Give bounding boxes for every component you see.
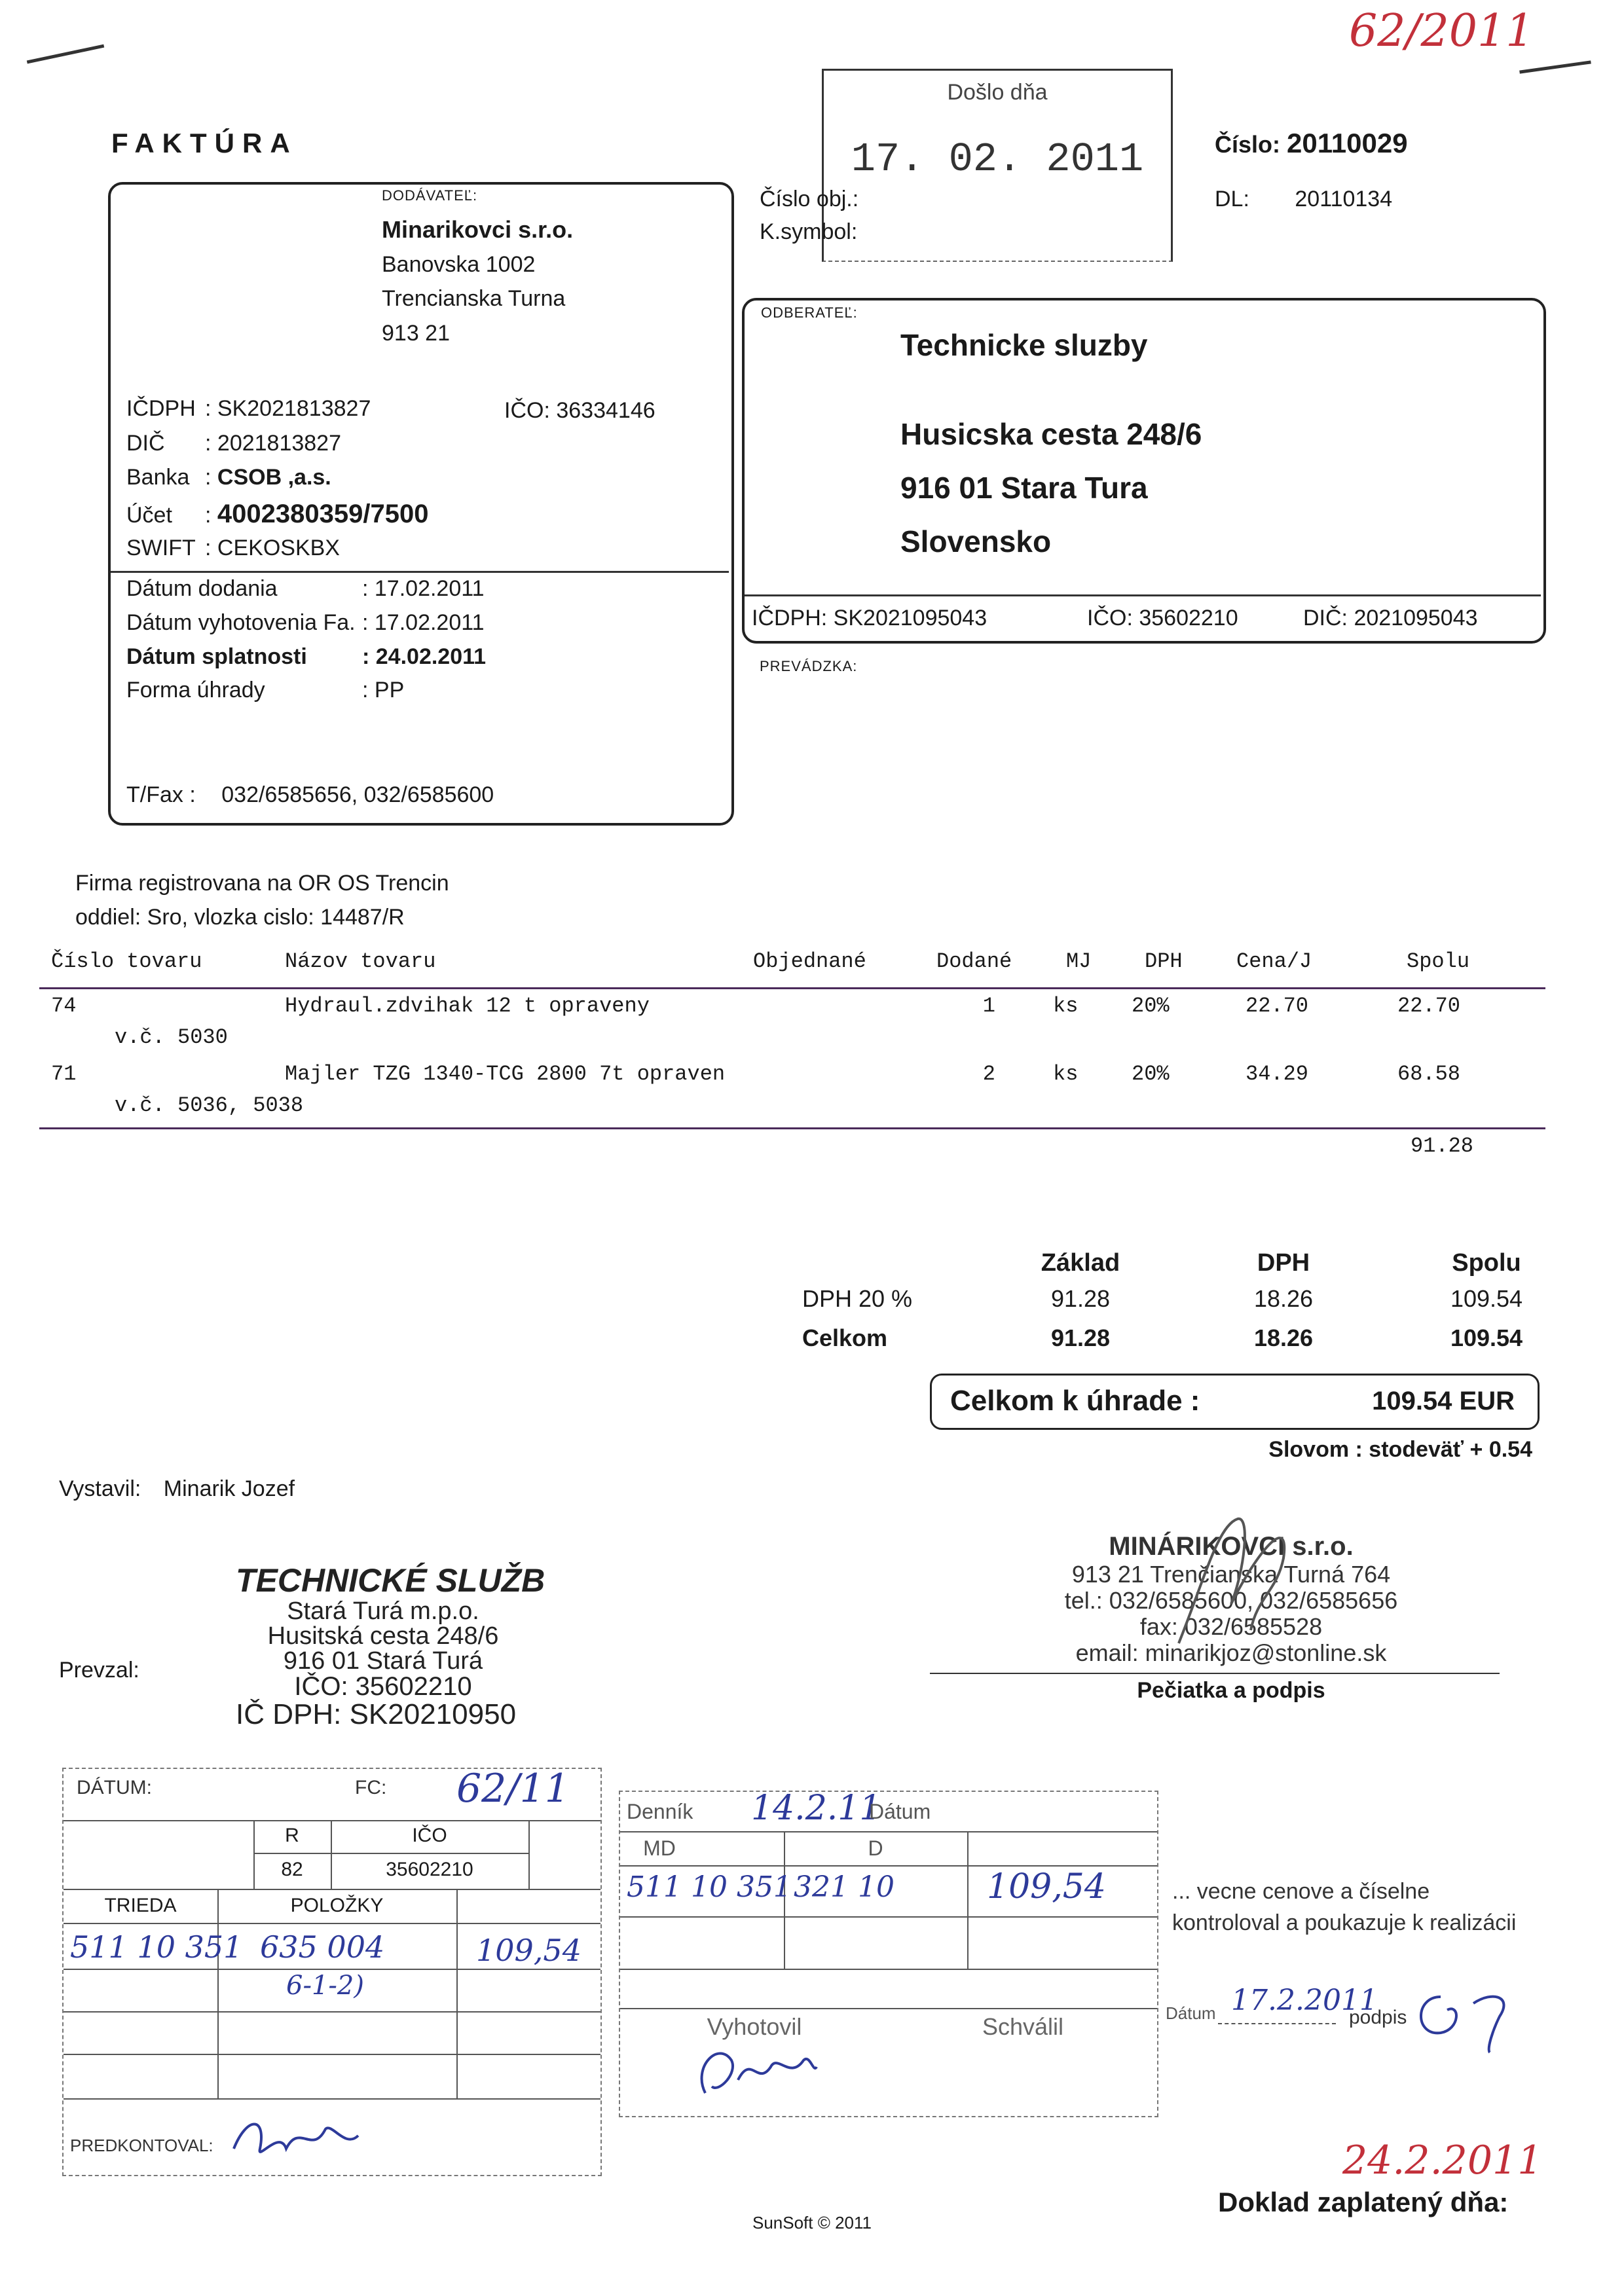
- approval-line2: kontroloval a poukazuje k realizácii: [1172, 1910, 1517, 1935]
- supplier-ico-label: IČO:: [504, 398, 550, 423]
- customer-dic: DIČ: 2021095043: [1303, 606, 1478, 630]
- acct-polozky-label: POLOŽKY: [290, 1895, 384, 1916]
- summary-cell-dph: 18.26: [1253, 1324, 1314, 1351]
- table-cell-price: 22.70: [1245, 994, 1308, 1018]
- journal-datum-label: Dátum: [869, 1800, 931, 1823]
- customer-stamp-line2: Stará Turá m.p.o.: [287, 1597, 479, 1625]
- signature-line: [930, 1673, 1500, 1674]
- acct-trieda-hand: 511 10 351: [70, 1929, 243, 1965]
- date-value: : 17.02.2011: [362, 610, 485, 635]
- journal-md-hand: 511 10 351: [627, 1870, 792, 1904]
- table-header-line: [39, 987, 1545, 989]
- approval-podpis-label: podpis: [1349, 2007, 1407, 2028]
- invoice-number-label: Číslo:: [1215, 131, 1281, 158]
- table-header-cell: Cena/J: [1236, 949, 1312, 974]
- table-header-cell: Číslo tovaru: [51, 949, 202, 974]
- customer-stamp-line3: Husitská cesta 248/6: [267, 1622, 499, 1650]
- page-title: FAKTÚRA: [111, 128, 298, 158]
- acct-sum-hand: 109,54: [476, 1933, 581, 1968]
- approval-datum-line: [1218, 2023, 1336, 2024]
- vyhotovil-signature-icon: [692, 2034, 823, 2106]
- table-cell-qty: 1: [982, 994, 995, 1018]
- table-cell-sub: v.č. 5036, 5038: [115, 1093, 304, 1118]
- registration-line2: oddiel: Sro, vlozka cislo: 14487/R: [75, 905, 405, 930]
- accounting-stamp: [62, 1768, 602, 2176]
- supplier-bank: Banka : CSOB ,a.s.: [126, 465, 331, 490]
- table-cell-mj: ks: [1053, 1062, 1079, 1086]
- supplier-account-label: Účet: [126, 503, 172, 528]
- prevadzka-label: PREVÁDZKA:: [760, 658, 858, 674]
- dl-number: [1215, 187, 1392, 212]
- customer-divider: [745, 594, 1541, 596]
- received-stamp-date: 17. 02. 2011: [851, 136, 1144, 183]
- supplier-bank-value: CSOB ,a.s.: [217, 465, 331, 490]
- customer-icdph: IČDPH: SK2021095043: [752, 606, 987, 630]
- journal-stamp: [619, 1791, 1158, 2117]
- vystavil: [59, 1476, 295, 1502]
- supplier-section-label: DODÁVATEĽ:: [382, 187, 478, 204]
- supplier-name: Minarikovci s.r.o.: [382, 216, 574, 243]
- table-cell-dph: 20%: [1132, 1062, 1170, 1086]
- supplier-dic-label: DIČ: [126, 431, 165, 456]
- supplier-stamp-line4: fax: 032/6585528: [1139, 1613, 1323, 1640]
- amount-in-words: Slovom : stodeväť + 0.54: [1268, 1437, 1532, 1462]
- journal-d-hand: 321 10: [794, 1870, 895, 1904]
- supplier-bank-label: Banka: [126, 465, 190, 490]
- journal-date-hand: 14.2.11: [751, 1789, 881, 1828]
- acct-ico-label: IČO: [412, 1825, 447, 1846]
- acct-r-label: R: [285, 1825, 299, 1846]
- top-left-dash: [27, 45, 104, 64]
- supplier-swift-label: SWIFT: [126, 536, 196, 560]
- acct-r-value: 82: [281, 1859, 303, 1880]
- customer-section-label: ODBERATEĽ:: [761, 304, 858, 321]
- summary-header-cell: Spolu: [1452, 1249, 1521, 1277]
- summary-cell-spolu: 109.54: [1450, 1285, 1523, 1312]
- date-value: : PP: [362, 678, 405, 702]
- tfax-label: T/Fax :: [126, 782, 196, 807]
- customer-street: Husicska cesta 248/6: [900, 417, 1202, 451]
- approval-line1: ... vecne cenove a číselne: [1172, 1879, 1430, 1904]
- journal-dennik-label: Denník: [627, 1800, 693, 1823]
- summary-row-label: DPH 20 %: [802, 1285, 913, 1312]
- customer-stamp-line6: IČ DPH: SK20210950: [236, 1698, 517, 1730]
- acct-predkontoval-label: PREDKONTOVAL:: [70, 2136, 213, 2155]
- supplier-stamp-line2: 913 21 Trenčianska Turná 764: [1071, 1561, 1391, 1588]
- supplier-swift-value: CEKOSKBX: [217, 536, 340, 560]
- table-header-cell: MJ: [1066, 949, 1092, 974]
- summary-cell-zaklad: 91.28: [1050, 1324, 1111, 1351]
- table-header-cell: Dodané: [936, 949, 1012, 974]
- supplier-stamp-line5: email: minarikjoz@stonline.sk: [1075, 1639, 1387, 1666]
- approval-datum-label: Dátum: [1166, 2003, 1216, 2023]
- footer: SunSoft © 2011: [752, 2213, 872, 2232]
- customer-city: 916 01 Stara Tura: [900, 471, 1148, 505]
- top-right-dash: [1519, 60, 1591, 73]
- registration-line1: Firma registrovana na OR OS Trencin: [75, 871, 449, 896]
- table-cell-code: 74: [51, 994, 77, 1018]
- supplier-account: Účet : 4002380359/7500: [126, 500, 429, 528]
- total-value: 109.54 EUR: [1372, 1387, 1515, 1415]
- acct-ico-value: 35602210: [386, 1859, 473, 1880]
- received-stamp: [822, 69, 1173, 262]
- acct-fc-hand: 62/11: [456, 1766, 570, 1812]
- date-label: Dátum dodania: [126, 576, 278, 601]
- supplier-account-value: 4002380359/7500: [217, 500, 429, 528]
- invoice-number: [1215, 128, 1408, 159]
- supplier-icdph: IČDPH : SK2021813827: [126, 396, 371, 421]
- table-bottom-line: [39, 1127, 1545, 1129]
- customer-name: Technicke sluzby: [900, 328, 1148, 362]
- customer-country: Slovensko: [900, 524, 1052, 558]
- customer-ico: IČO: 35602210: [1087, 606, 1238, 630]
- paid-label: Doklad zaplatený dňa:: [1218, 2187, 1509, 2217]
- acct-polozky-hand1: 635 004: [260, 1929, 385, 1965]
- supplier-street: Banovska 1002: [382, 252, 536, 277]
- table-header-cell: DPH: [1145, 949, 1183, 974]
- summary-row-label: Celkom: [802, 1324, 888, 1351]
- supplier-dic: DIČ : 2021813827: [126, 431, 341, 456]
- stamp-caption: Pečiatka a podpis: [1137, 1678, 1325, 1703]
- acct-polozky-hand2: 6-1-2): [286, 1971, 364, 2001]
- supplier-city: Trencianska Turna: [382, 286, 566, 311]
- supplier-divider: [111, 571, 729, 573]
- approval-datum-hand: 17.2.2011: [1231, 1984, 1378, 2017]
- dl-label: DL:: [1215, 187, 1249, 211]
- table-header-cell: Spolu: [1407, 949, 1470, 974]
- date-label: Dátum vyhotovenia Fa.: [126, 610, 356, 635]
- acct-datum-label: DÁTUM:: [77, 1777, 152, 1798]
- date-value: : 17.02.2011: [362, 576, 485, 601]
- supplier-ico-value: 36334146: [556, 398, 655, 423]
- table-cell-mj: ks: [1053, 994, 1079, 1018]
- tfax-value: 032/6585656, 032/6585600: [221, 782, 494, 807]
- paid-hand-date: 24.2.2011: [1342, 2138, 1543, 2183]
- table-cell-code: 71: [51, 1062, 77, 1086]
- summary-cell-dph: 18.26: [1253, 1285, 1314, 1312]
- cislo-obj-label: Číslo obj.:: [760, 187, 859, 211]
- approval-signature-icon: [1408, 1977, 1526, 2056]
- supplier-ico: [504, 398, 655, 424]
- summary-header-cell: Základ: [1041, 1249, 1120, 1277]
- vystavil-value: Minarik Jozef: [163, 1476, 295, 1501]
- table-cell-name: Hydraul.zdvihak 12 t opraveny: [285, 994, 650, 1018]
- supplier-swift: SWIFT : CEKOSKBX: [126, 536, 340, 560]
- table-cell-price: 34.29: [1245, 1062, 1308, 1086]
- date-label: Dátum splatnosti: [126, 644, 307, 669]
- table-header-cell: Objednané: [753, 949, 866, 974]
- tfax: [126, 782, 494, 808]
- acct-trieda-label: TRIEDA: [104, 1895, 177, 1916]
- customer-stamp-line4: 916 01 Stará Turá: [283, 1647, 483, 1675]
- table-cell-total: 22.70: [1397, 994, 1460, 1018]
- supplier-icdph-label: IČDPH: [126, 396, 196, 421]
- table-cell-total: 68.58: [1397, 1062, 1460, 1086]
- supplier-dic-value: 2021813827: [217, 431, 341, 456]
- supplier-zip: 913 21: [382, 321, 450, 346]
- ksymbol-label: K.symbol:: [760, 219, 858, 244]
- supplier-icdph-value: SK2021813827: [217, 396, 371, 421]
- received-stamp-title: Došlo dňa: [947, 80, 1048, 105]
- customer-stamp-line5: IČO: 35602210: [294, 1672, 472, 1701]
- summary-header-cell: DPH: [1257, 1249, 1310, 1277]
- invoice-number-value: 20110029: [1287, 128, 1408, 158]
- customer-stamp-line1: TECHNICKÉ SLUŽB: [236, 1562, 545, 1599]
- date-value: : 24.02.2011: [362, 644, 487, 669]
- summary-cell-zaklad: 91.28: [1050, 1285, 1111, 1312]
- supplier-stamp-line1: MINÁRIKOVCI s.r.o.: [1109, 1532, 1354, 1561]
- table-cell-qty: 2: [982, 1062, 995, 1086]
- journal-d-label: D: [868, 1836, 883, 1860]
- predkontoval-signature-icon: [227, 2109, 371, 2168]
- table-cell-dph: 20%: [1132, 994, 1170, 1018]
- date-label: Forma úhrady: [126, 678, 265, 702]
- summary-cell-spolu: 109.54: [1450, 1324, 1523, 1351]
- journal-md-label: MD: [643, 1836, 676, 1860]
- table-header-cell: Názov tovaru: [285, 949, 436, 974]
- dl-value: 20110134: [1295, 187, 1393, 211]
- total-label: Celkom k úhrade :: [950, 1385, 1200, 1417]
- journal-sum-hand: 109,54: [987, 1867, 1106, 1906]
- supplier-stamp-line3: tel.: 032/6585600, 032/6585656: [1064, 1587, 1398, 1614]
- vystavil-label: Vystavil:: [59, 1476, 141, 1501]
- table-cell-sub: v.č. 5030: [115, 1025, 228, 1049]
- journal-vyhotovil-label: Vyhotovil: [707, 2013, 802, 2040]
- table-sum: 91.28: [1410, 1134, 1473, 1158]
- handwritten-invoice-ref: 62/2011: [1349, 5, 1534, 57]
- prevzal-label: Prevzal:: [59, 1658, 139, 1683]
- acct-fc-label: FC:: [355, 1777, 387, 1798]
- supplier-signature-icon: [1166, 1499, 1310, 1650]
- total-box: [930, 1374, 1540, 1430]
- journal-schvalil-label: Schválil: [982, 2013, 1064, 2040]
- table-cell-name: Majler TZG 1340-TCG 2800 7t opraven: [285, 1062, 726, 1086]
